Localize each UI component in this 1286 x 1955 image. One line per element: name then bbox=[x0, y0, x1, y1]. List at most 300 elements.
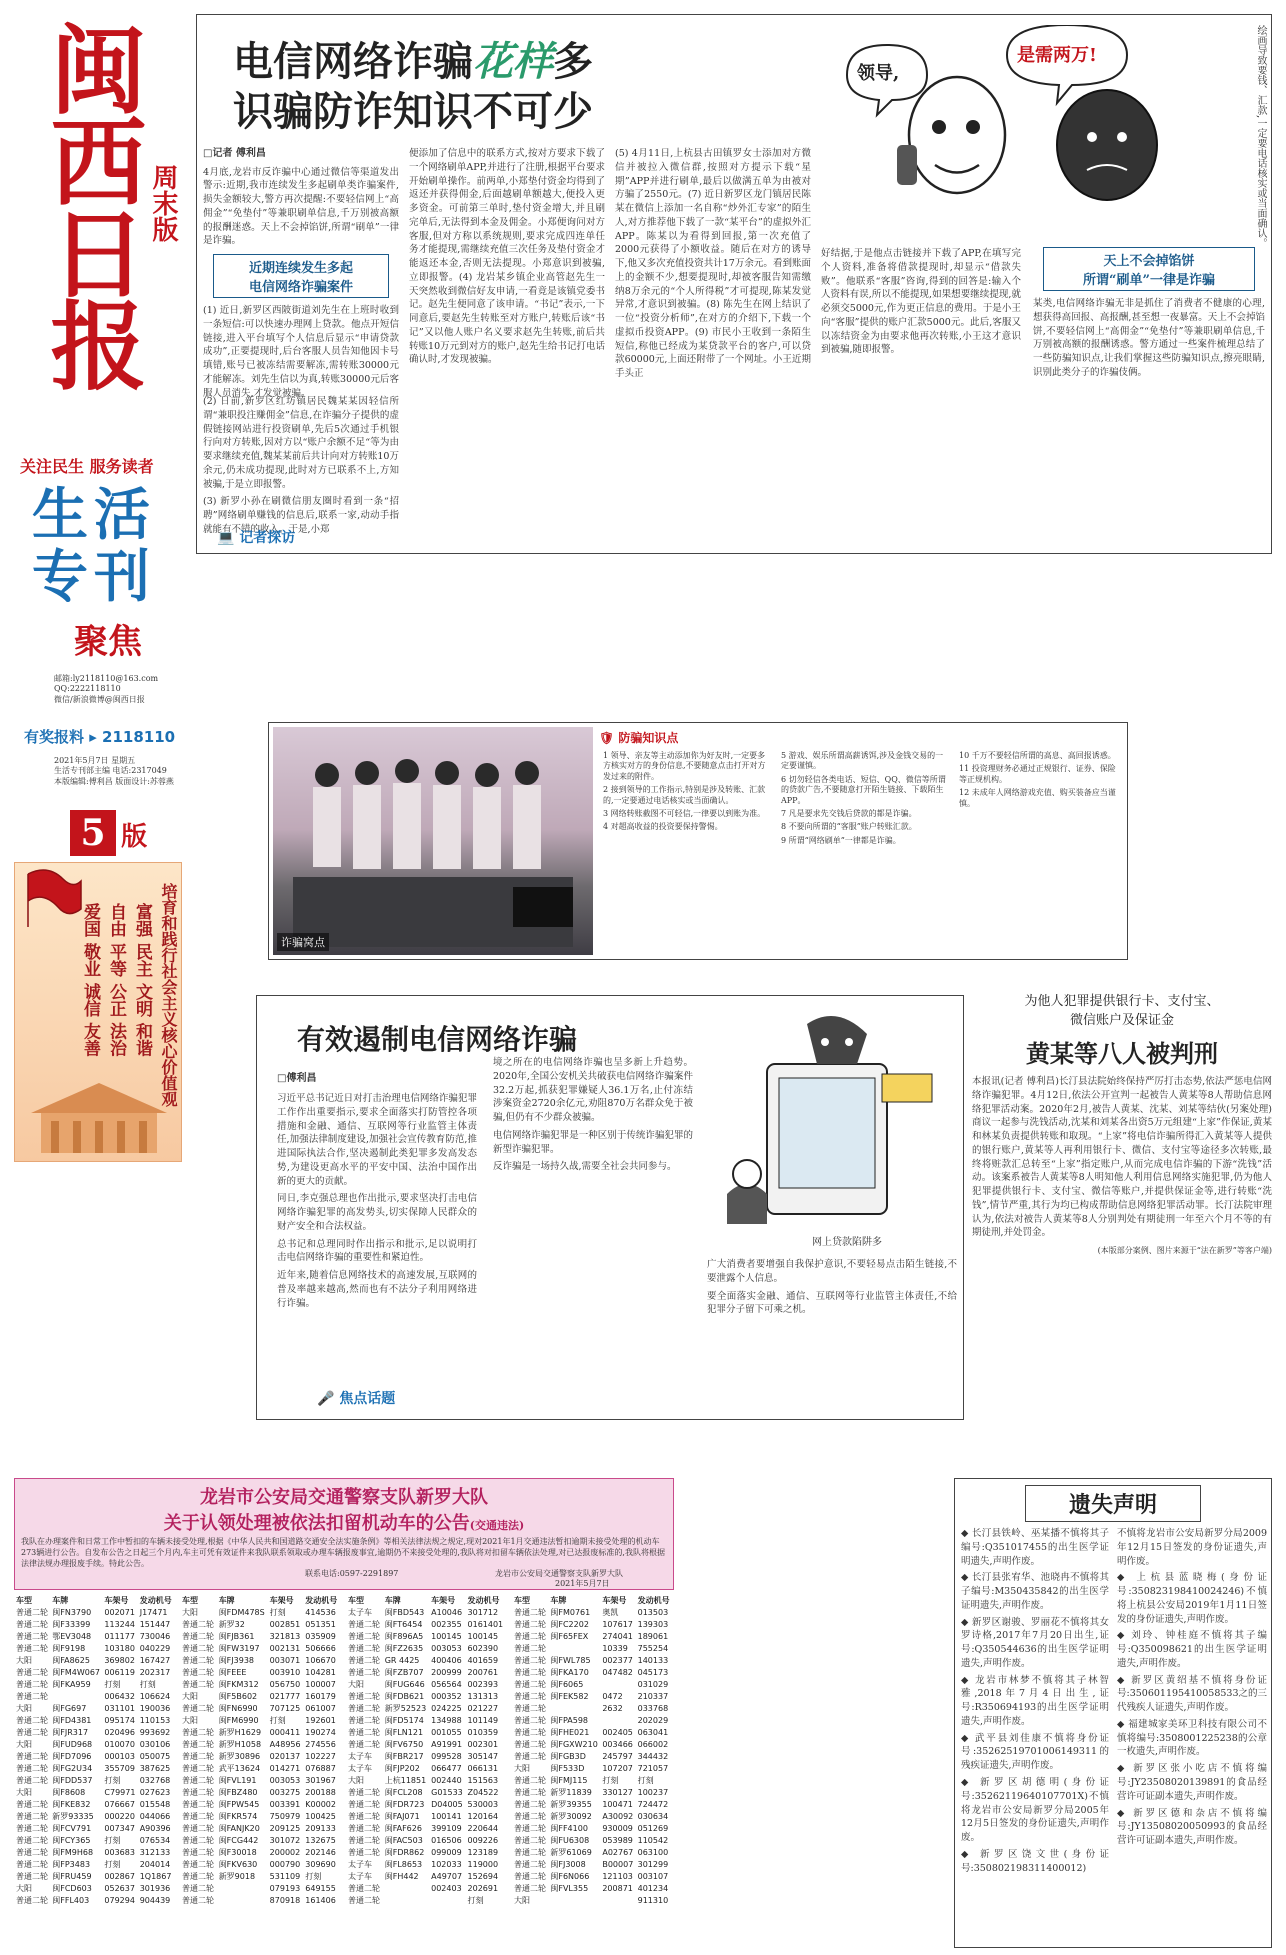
tip-item: 11 投资理财务必通过正规银行、证券、保险等正规机构。 bbox=[959, 764, 1116, 784]
table-cell: 151447 bbox=[139, 1619, 171, 1629]
notice-sign-date: 2021年5月7日 bbox=[555, 1579, 610, 1588]
table-cell: 闽FJP202 bbox=[384, 1763, 420, 1773]
table-row bbox=[512, 1822, 672, 1834]
table-cell: 打刻 bbox=[269, 1607, 286, 1617]
table-cell: 闽F8608 bbox=[52, 1787, 86, 1797]
vehicle-table-column-header: 发动机号 bbox=[637, 1595, 670, 1605]
table-cell: 027623 bbox=[139, 1787, 171, 1797]
lead-case-1: (1) 近日,新罗区西陂街道刘先生在上班时收到一条短信:可以快速办理网上贷款。他点开短信链接,进入平台填写个人信息后显示“申请贷款成功”,正要提现时,后台客服人员告知他因卡号填错,账号已被冻结需要解冻,需转账30000元才能解冻。刘先生信以为真,转账30000元后客服人员消失,才发觉被骗。 bbox=[203, 305, 399, 399]
table-row bbox=[14, 1618, 174, 1630]
verdict-kicker-1: 为他人犯罪提供银行卡、支付宝、 bbox=[1024, 994, 1220, 1009]
table-row bbox=[512, 1714, 672, 1726]
table-cell: 100471 bbox=[602, 1799, 633, 1809]
commentary-p3: 总书记和总理同时作出指示和批示,足以说明打击电信网络诈骗的重要性和紧迫性。 bbox=[277, 1238, 477, 1264]
table-cell: 245797 bbox=[602, 1751, 633, 1761]
cartoon-bubble-1: 领导, bbox=[857, 63, 900, 84]
table-cell: 普通二轮 bbox=[514, 1751, 546, 1761]
table-row bbox=[346, 1750, 506, 1762]
vehicle-table-column-header: 车型 bbox=[182, 1595, 198, 1605]
notice-signer: 龙岩市公安局交通警察支队新罗大队 bbox=[495, 1569, 623, 1578]
lead-box-2 bbox=[1043, 247, 1255, 291]
table-cell: 200871 bbox=[602, 1883, 633, 1893]
table-cell: 普通二轮 bbox=[514, 1823, 546, 1833]
table-cell: 021777 bbox=[269, 1691, 301, 1701]
table-row bbox=[14, 1894, 174, 1906]
table-cell: 066477 bbox=[431, 1763, 462, 1773]
vehicle-notice bbox=[14, 1478, 954, 1948]
table-cell: 闽FKR574 bbox=[218, 1811, 258, 1821]
table-cell: 530003 bbox=[467, 1799, 499, 1809]
table-cell: 050075 bbox=[139, 1751, 171, 1761]
table-cell: 普通二轮 bbox=[16, 1847, 48, 1857]
page-number bbox=[70, 810, 170, 856]
contact-social: 微信/新浪微博@闽西日报 bbox=[54, 694, 145, 704]
table-row bbox=[346, 1690, 506, 1702]
lost-notice-item: ◆ 福建城家美环卫科技有限公司不慎将编号:3508001225238的公章一枚遗失,声明作废。 bbox=[1117, 1718, 1267, 1758]
table-row bbox=[180, 1846, 340, 1858]
verdict-body: 本报讯(记者 傅利昌)长汀县法院始终保持严厉打击态势,依法严惩电信网络诈骗犯罪。4月12日,依法公开宣判一起被告人黄某等8人帮助信息网络犯罪活动案。2020年2月,被告人黄某、沈某、刘某等结伙(另案处理)商议一起参与洗钱活动,沈某和刘某各出资5万元组建“上家”作保证,黄某和林某负责提供转账和取现。“上家”将电信诈骗所得汇入黄某等人提供的银行账户,黄某等人再利用银行卡、微信、支付宝等途径多次转账,最终将赃款汇总转至“上家”指定账户,从而完成电信诈骗的下游“洗钱”活动。该案系被告人黄某等8人明知他人利用信息网络实施犯罪,仍为他人犯罪提供银行卡、支付宝、微信等账户,并提供保证金等,进行转账“洗钱”,情节严重,其行为均已构成帮助信息网络犯罪活动罪。长汀法院审理认为,依法对被告人黄某等8人分别判处有期徒刑一年至六个月不等的有期徒刑,并处罚金。 bbox=[972, 1076, 1272, 1239]
table-cell: 闽FANJK20 bbox=[218, 1823, 260, 1833]
table-cell bbox=[50, 1690, 102, 1702]
table-row bbox=[346, 1774, 506, 1786]
table-row bbox=[512, 1762, 672, 1774]
lead-headline bbox=[233, 37, 833, 137]
commentary-image bbox=[707, 1004, 957, 1254]
table-cell: 134988 bbox=[431, 1715, 462, 1725]
table-cell: 387625 bbox=[139, 1763, 171, 1773]
masthead-edition: 周末版 bbox=[148, 164, 178, 242]
table-cell: 102227 bbox=[305, 1751, 336, 1761]
table-cell: 301299 bbox=[637, 1859, 669, 1869]
table-row bbox=[346, 1666, 506, 1678]
notice-table-b bbox=[180, 1594, 340, 1906]
table-cell: 闽FCV791 bbox=[52, 1823, 92, 1833]
table-cell: 113244 bbox=[104, 1619, 135, 1629]
table-cell: 太子车 bbox=[348, 1763, 372, 1773]
table-cell: 大阳 bbox=[348, 1775, 364, 1785]
table-cell: 打刻 bbox=[104, 1775, 121, 1785]
table-cell: 202691 bbox=[467, 1883, 499, 1893]
table-cell: 079294 bbox=[104, 1895, 135, 1905]
table-row bbox=[14, 1726, 174, 1738]
table-row bbox=[346, 1762, 506, 1774]
table-row bbox=[180, 1726, 340, 1738]
table-cell: 305147 bbox=[467, 1751, 499, 1761]
photo-figures bbox=[273, 727, 593, 955]
table-cell: 闽F33399 bbox=[52, 1619, 91, 1629]
table-cell: 普通二轮 bbox=[16, 1775, 48, 1785]
tips-col-3 bbox=[959, 751, 1123, 809]
table-cell: 016506 bbox=[431, 1835, 462, 1845]
reporter-tag bbox=[217, 527, 337, 547]
table-cell: 普通二轮 bbox=[348, 1739, 380, 1749]
table-cell: 200761 bbox=[467, 1667, 499, 1677]
lost-notice-item: ◆ 新罗区谢骏、罗丽花不慎将其女罗诗格,2017年7月20日出生,证号:Q350544636的出生医学证明遗失,声明作废。 bbox=[961, 1616, 1109, 1669]
table-row bbox=[512, 1618, 672, 1630]
table-row bbox=[512, 1810, 672, 1822]
table-cell: 002393 bbox=[467, 1679, 499, 1689]
table-cell: 210337 bbox=[637, 1691, 669, 1701]
table-cell: 闽FAF626 bbox=[384, 1823, 422, 1833]
section-title: 生活专刊 bbox=[32, 482, 156, 610]
vehicle-table-column-header: 车牌 bbox=[218, 1595, 235, 1605]
table-cell: 闽FN6990 bbox=[218, 1703, 258, 1713]
lost-notice-item: ◆ 长汀县张宥华、池晓冉不慎将其子编号:M350435842的出生医学证明遗失,声明作废。 bbox=[961, 1572, 1109, 1611]
table-cell: 闽FC2202 bbox=[550, 1619, 589, 1629]
table-cell: 普通二轮 bbox=[182, 1883, 214, 1893]
table-row bbox=[512, 1642, 672, 1654]
table-cell: 121103 bbox=[602, 1871, 633, 1881]
lead-box-1 bbox=[213, 254, 389, 298]
table-cell: 闽FCL208 bbox=[384, 1787, 423, 1797]
table-cell: 普通二轮 bbox=[182, 1739, 214, 1749]
vehicle-table-column-header: 发动机号 bbox=[305, 1595, 338, 1605]
table-cell: 闽FD5174 bbox=[384, 1715, 424, 1725]
reporter-tag-label: 记者探访 bbox=[239, 530, 296, 546]
commentary-p4: 近年来,随着信息网络技术的高速发展,互联网的普及率越来越高,然而也有不法分子利用网络进行诈骗。 bbox=[277, 1270, 477, 1309]
table-row bbox=[180, 1882, 340, 1894]
lead-headline-1c: 多 bbox=[553, 38, 593, 85]
table-cell: 新罗9018 bbox=[218, 1871, 256, 1881]
commentary bbox=[256, 995, 964, 1420]
table-cell: 普通二轮 bbox=[348, 1883, 380, 1893]
table-cell: 161406 bbox=[305, 1895, 336, 1905]
lead-case-3: (3) 新罗小孙在刷微信朋友圈时看到一条“招聘”网络刷单赚钱的信息后,联系一家,动动手指就能有不错的收入。于是,小郑 bbox=[203, 496, 399, 535]
commentary-p5: 境之所在的电信网络诈骗也呈多新上升趋势。2020年,全国公安机关共破获电信网络诈骗案件32.2万起,抓获犯罪嫌疑人36.1万名,止付冻结涉案资金2720余亿元,劝阻870万名群众免于被骗,但仍有不少群众被骗。 bbox=[493, 1057, 693, 1124]
table-cell: 011177 bbox=[104, 1631, 135, 1641]
lost-notice-item: ◆ 刘玲、钟桂庭不慎将其子编号:Q350098621的出生医学证明遗失,声明作废。 bbox=[1117, 1630, 1267, 1669]
table-cell: 打刻 bbox=[269, 1715, 286, 1725]
lead-story bbox=[196, 14, 1272, 554]
table-cell bbox=[600, 1678, 635, 1690]
table-row bbox=[14, 1810, 174, 1822]
table-cell: GR 4425 bbox=[384, 1655, 420, 1665]
table-row bbox=[512, 1666, 672, 1678]
vehicle-table bbox=[180, 1594, 340, 1906]
section-name: 聚焦 bbox=[74, 622, 142, 662]
table-row bbox=[14, 1654, 174, 1666]
table-cell: 闽FJ3008 bbox=[550, 1859, 586, 1869]
vehicle-table-column-header: 车型 bbox=[348, 1595, 364, 1605]
table-cell: 044066 bbox=[139, 1811, 171, 1821]
table-cell: 打刻 bbox=[602, 1775, 619, 1785]
table-row bbox=[346, 1738, 506, 1750]
vehicle-table-column-header: 车架号 bbox=[269, 1595, 294, 1605]
table-cell: 100007 bbox=[305, 1679, 336, 1689]
tip-item: 2 接到领导的工作指示,特别是涉及转账、汇款的,一定要通过电话核实或当面确认。 bbox=[603, 785, 766, 805]
table-cell: 闽FVL355 bbox=[550, 1883, 589, 1893]
table-cell: 普通二轮 bbox=[16, 1871, 48, 1881]
table-cell: 普通二轮 bbox=[182, 1775, 214, 1785]
table-cell: 闽FDR862 bbox=[384, 1847, 425, 1857]
table-cell bbox=[217, 1894, 268, 1906]
table-cell: 普通二轮 bbox=[514, 1619, 546, 1629]
table-row bbox=[14, 1834, 174, 1846]
values-title: 培育和践行社会主义核心价值观 bbox=[159, 883, 178, 1107]
table-cell: 301936 bbox=[139, 1883, 171, 1893]
photo-caption: 诈骗窝点 bbox=[277, 933, 329, 951]
table-cell: 打刻 bbox=[104, 1859, 121, 1869]
table-cell: 打刻 bbox=[467, 1895, 484, 1905]
table-row bbox=[180, 1810, 340, 1822]
vehicle-table bbox=[512, 1594, 672, 1906]
table-cell: 107617 bbox=[602, 1619, 633, 1629]
table-cell: 大阳 bbox=[16, 1787, 32, 1797]
table-cell: 普通二轮 bbox=[182, 1823, 214, 1833]
table-cell: 000352 bbox=[431, 1691, 462, 1701]
table-row bbox=[512, 1606, 672, 1618]
reporter-tag-icon: 💻 bbox=[217, 530, 235, 546]
table-row bbox=[512, 1798, 672, 1810]
table-cell: 闽FBD543 bbox=[384, 1607, 425, 1617]
table-cell: 闽FEEE bbox=[218, 1667, 247, 1677]
table-cell: 750979 bbox=[269, 1811, 301, 1821]
table-row bbox=[346, 1870, 506, 1882]
table-cell: 奥凯 bbox=[602, 1607, 619, 1617]
table-cell: 066131 bbox=[467, 1763, 499, 1773]
lost-notice-item: ◆ 新罗区饶文世(身份证号:350802198311400012) bbox=[961, 1848, 1109, 1874]
table-cell: 063041 bbox=[637, 1727, 669, 1737]
tips-section bbox=[268, 722, 1128, 960]
table-row bbox=[512, 1678, 672, 1690]
table-cell: 普通二轮 bbox=[16, 1823, 48, 1833]
table-row bbox=[346, 1726, 506, 1738]
commentary-illustration bbox=[707, 1004, 957, 1234]
table-cell: 普通二轮 bbox=[348, 1691, 380, 1701]
lost-notice-item: ◆ 长汀县铁岭、巫某播不慎将其子编号:Q351017455的出生医学证明遗失,声明作废。 bbox=[961, 1528, 1109, 1567]
table-cell: 045173 bbox=[637, 1667, 669, 1677]
notice-title-2-wrap bbox=[15, 1509, 673, 1535]
table-cell: 普通二轮 bbox=[514, 1799, 546, 1809]
table-cell: 闽FCY365 bbox=[52, 1835, 91, 1845]
table-cell: 普通二轮 bbox=[182, 1895, 214, 1905]
table-cell: 099009 bbox=[431, 1847, 462, 1857]
lead-col-4-text: 好结据,于是他点击链接并下载了APP,在填写完个人资料,准备将借款提现时,却显示“借款失败”。他联系“客服”咨询,得到的回答是:输入个人资料有误,所以不能提现,如果想要继续提现,就必须交5000元,作为更正信息的费用。于是小王向“客服”提供的账户汇款5000元。此后,客服又以冻结资金为由要求他再次转账,小王这才意识到被骗,随即报警。 bbox=[821, 248, 1021, 356]
contact-qq: QQ:2222118110 bbox=[54, 684, 121, 694]
notice-table-a bbox=[14, 1594, 174, 1906]
table-cell: 003391 bbox=[269, 1799, 301, 1809]
lost-col-1 bbox=[961, 1527, 1109, 1878]
table-cell: 闽FAC503 bbox=[384, 1835, 423, 1845]
table-cell: 344432 bbox=[637, 1751, 669, 1761]
table-row bbox=[14, 1774, 174, 1786]
table-cell: 闽FUG646 bbox=[384, 1679, 425, 1689]
notice-title-2-suffix: (交通违法) bbox=[469, 1519, 525, 1532]
table-cell: 192601 bbox=[305, 1715, 336, 1725]
table-row bbox=[346, 1714, 506, 1726]
table-row bbox=[14, 1750, 174, 1762]
table-cell: 普通二轮 bbox=[16, 1631, 48, 1641]
tip-item: 4 对超高收益的投资要保持警惕。 bbox=[603, 822, 723, 832]
table-cell: 闽FRU459 bbox=[52, 1871, 92, 1881]
table-cell: 330127 bbox=[602, 1787, 633, 1797]
table-cell: 003053 bbox=[269, 1775, 301, 1785]
table-cell: 闽FG2U34 bbox=[52, 1763, 93, 1773]
table-cell: 普通二轮 bbox=[16, 1859, 48, 1869]
table-cell: 闽FF4100 bbox=[550, 1823, 588, 1833]
table-row bbox=[14, 1738, 174, 1750]
lead-box-1-title-1: 近期连续发生多起 bbox=[248, 261, 353, 277]
table-cell: 076887 bbox=[305, 1763, 336, 1773]
table-cell: A49707 bbox=[431, 1871, 463, 1881]
table-cell: 普通二轮 bbox=[348, 1811, 380, 1821]
table-cell: 2632 bbox=[602, 1703, 623, 1713]
table-cell: 602390 bbox=[467, 1643, 499, 1653]
lost-notice-item: ◆ 新罗区德和杂店不慎将编号:JY13508020050993的食品经营许可证副本遗失,声明作废。 bbox=[1117, 1807, 1267, 1847]
table-row bbox=[180, 1690, 340, 1702]
table-cell: 普通二轮 bbox=[182, 1799, 214, 1809]
table-cell: 闽FG697 bbox=[52, 1703, 87, 1713]
vehicle-table-column-header: 车牌 bbox=[550, 1595, 567, 1605]
table-cell: 大阳 bbox=[16, 1703, 32, 1713]
table-cell: J17471 bbox=[139, 1607, 168, 1617]
table-cell: 普通二轮 bbox=[16, 1715, 48, 1725]
table-cell: 打刻 bbox=[139, 1679, 156, 1689]
table-row bbox=[180, 1654, 340, 1666]
table-cell: 闽FUD968 bbox=[52, 1739, 93, 1749]
table-cell: A30092 bbox=[602, 1811, 634, 1821]
table-cell: 030634 bbox=[637, 1811, 669, 1821]
verdict-headline: 黄某等八人被判刑 bbox=[1026, 1039, 1218, 1068]
table-cell: 闽FKA170 bbox=[550, 1667, 589, 1677]
commentary-p7: 反诈骗是一场持久战,需要全社会共同参与。 bbox=[493, 1161, 677, 1173]
contact-email: 邮箱:ly2118110@163.com bbox=[54, 674, 159, 683]
table-cell: 140133 bbox=[637, 1655, 669, 1665]
table-cell: 301072 bbox=[269, 1835, 301, 1845]
table-cell: 400406 bbox=[431, 1655, 462, 1665]
contact-block bbox=[54, 674, 194, 705]
table-cell: 506666 bbox=[305, 1643, 336, 1653]
table-cell: 闽FHE021 bbox=[550, 1727, 590, 1737]
table-cell: 104281 bbox=[305, 1667, 336, 1677]
lead-headline-1b: 花样 bbox=[473, 38, 553, 85]
table-cell: 102033 bbox=[431, 1859, 462, 1869]
table-cell: 新罗H1058 bbox=[218, 1739, 262, 1749]
table-cell: 普通二轮 bbox=[348, 1703, 380, 1713]
table-cell: 110153 bbox=[139, 1715, 171, 1725]
issue-staff: 本版编辑:傅利昌 版面设计:苏蓉燕 bbox=[54, 776, 174, 786]
table-row bbox=[180, 1798, 340, 1810]
table-cell: K00002 bbox=[305, 1799, 336, 1809]
table-cell: 721057 bbox=[637, 1763, 669, 1773]
table-cell: 普通二轮 bbox=[514, 1871, 546, 1881]
table-cell: 闽FJB361 bbox=[218, 1631, 255, 1641]
table-cell: 151563 bbox=[467, 1775, 499, 1785]
lead-cartoon bbox=[817, 25, 1217, 225]
table-cell: 301967 bbox=[305, 1775, 336, 1785]
table-row bbox=[14, 1630, 174, 1642]
table-cell: 新罗30896 bbox=[218, 1751, 261, 1761]
table-cell: 200188 bbox=[305, 1787, 336, 1797]
values-building-icon bbox=[21, 1073, 177, 1153]
hotline bbox=[24, 726, 194, 747]
table-cell: 打刻 bbox=[104, 1679, 121, 1689]
table-cell: 131313 bbox=[467, 1691, 499, 1701]
table-cell: 闽FGB3D bbox=[550, 1751, 586, 1761]
table-cell: 闽FBR217 bbox=[384, 1751, 424, 1761]
table-row bbox=[512, 1726, 672, 1738]
table-cell: 009226 bbox=[467, 1835, 499, 1845]
table-cell: 普通二轮 bbox=[16, 1763, 48, 1773]
table-cell: 309690 bbox=[305, 1859, 336, 1869]
vehicle-table-column-header: 发动机号 bbox=[467, 1595, 500, 1605]
table-cell: 新罗30092 bbox=[550, 1811, 592, 1821]
table-cell: 707125 bbox=[269, 1703, 301, 1713]
lead-case-2: (2) 日前,新罗区红坊镇居民魏某某因轻信所谓“兼职投注赚佣金”信息,在诈骗分子提供的虚假链接网站进行投资刷单,先后5次通过手机银行向对方转账,因对方以“账户余额不足“等为由要求继续充值,魏某某前后共计向对方转账10万余元,仍未成功提现,此时对方已联系不上,方知被骗,于是立即报警。 bbox=[203, 396, 399, 490]
values-line-2: 自由 平等 公正 法治 bbox=[106, 903, 126, 1057]
table-row bbox=[346, 1630, 506, 1642]
table-cell: 闽F6N066 bbox=[550, 1871, 590, 1881]
table-cell: 闽FP3483 bbox=[52, 1859, 91, 1869]
table-cell: 大阳 bbox=[16, 1655, 32, 1665]
table-cell: A48956 bbox=[269, 1739, 301, 1749]
table-cell: 闽F30018 bbox=[218, 1847, 257, 1857]
table-row bbox=[14, 1702, 174, 1714]
vehicle-table-column-header: 车型 bbox=[514, 1595, 530, 1605]
table-cell: 闽F65FEX bbox=[550, 1631, 589, 1641]
table-cell: 870918 bbox=[269, 1895, 301, 1905]
commentary-tag bbox=[317, 1388, 457, 1408]
table-row bbox=[346, 1642, 506, 1654]
lead-col-2-text: 便添加了信息中的联系方式,按对方要求下载了一个网络刷单APP,并进行了注册,根据平台要求开始刷单操作。前两单,小郑垫付资金均得到了返还并获得佣金,后面越刷单额越大,便投入更多资金。可前第三单时,垫付资金增大,并且刷完单后,无法得到本金及佣金。小郑便询问对方客服,但对方称以系统规则,要求完成四连单任务才能提现,需继续充值三次任务及垫付资金才能返还本金,否则无法提现。小郑意识到被骗,立即报警。(4) 龙岩某乡镇企业高管赵先生一天突然收到微信好友申请,一看竟是该镇党委书记。赵先生便同意了该申请。“书记”表示,一下同意后,要赵先生转账至对方账户,转账后该“书记”又以他人账户名义要求赵先生转账,前后共转账10万元到对方的账户,赵先生给书记打电话确认时,才发现被骗。 bbox=[409, 148, 605, 366]
table-cell: 闽FM4W067 bbox=[52, 1667, 101, 1677]
table-cell: 普通二轮 bbox=[182, 1619, 214, 1629]
vehicle-table bbox=[14, 1594, 174, 1906]
notice-table-d bbox=[512, 1594, 672, 1906]
table-cell: 闽FDR723 bbox=[384, 1799, 425, 1809]
table-cell: 167427 bbox=[139, 1655, 171, 1665]
lost-notice-item: ◆ 武平县刘佳康不慎将身份证号:35262519701006149311的残疾证遗失,声明作废。 bbox=[961, 1732, 1109, 1772]
lost-notice-item: ◆ 龙岩市林梦不慎将其子林智雅,2018年7月4日出生,证号:R350694193的出生医学证明遗失,声明作废。 bbox=[961, 1674, 1109, 1727]
table-row bbox=[180, 1666, 340, 1678]
table-row bbox=[14, 1678, 174, 1690]
table-cell bbox=[548, 1702, 600, 1714]
notice-contact: 联系电话:0597-2291897 bbox=[305, 1569, 399, 1578]
lead-col-2 bbox=[409, 147, 605, 367]
table-cell: 002440 bbox=[431, 1775, 462, 1785]
table-cell: 普通二轮 bbox=[348, 1667, 380, 1677]
issue-date: 2021年5月7日 星期五 bbox=[54, 756, 136, 765]
table-cell: 大阳 bbox=[182, 1715, 198, 1725]
table-cell: 101149 bbox=[467, 1715, 499, 1725]
table-cell: 普通二轮 bbox=[16, 1895, 48, 1905]
table-cell: 闽FMJ115 bbox=[550, 1775, 588, 1785]
table-cell: 066002 bbox=[637, 1739, 669, 1749]
cartoon-bubble-2: 是需两万! bbox=[1017, 45, 1097, 66]
table-cell bbox=[548, 1642, 600, 1654]
lost-notice-item: ◆ 新罗区张小吃店不慎将编号:JY23508020139891的食品经营许可证副本遗失,声明作废。 bbox=[1117, 1763, 1267, 1802]
table-cell: 闽FM9H68 bbox=[52, 1847, 94, 1857]
table-row bbox=[14, 1798, 174, 1810]
lead-col-5 bbox=[1033, 247, 1265, 380]
table-cell: 普通二轮 bbox=[182, 1727, 214, 1737]
table-cell: 普通二轮 bbox=[182, 1811, 214, 1821]
table-cell: 031029 bbox=[637, 1679, 669, 1689]
table-cell: 普通二轮 bbox=[16, 1751, 48, 1761]
table-cell: 321813 bbox=[269, 1631, 301, 1641]
tip-item: 12 未成年人网络游戏充值、购买装备应当谨慎。 bbox=[959, 788, 1116, 808]
table-cell: 普通二轮 bbox=[348, 1655, 380, 1665]
lead-col-4 bbox=[821, 247, 1021, 357]
table-cell: 闽F896A5 bbox=[384, 1631, 424, 1641]
vehicle-table-column-header: 车牌 bbox=[384, 1595, 401, 1605]
table-cell: 普通二轮 bbox=[16, 1643, 48, 1653]
table-cell: 普通二轮 bbox=[182, 1703, 214, 1713]
table-cell: 020496 bbox=[104, 1727, 135, 1737]
table-row bbox=[180, 1630, 340, 1642]
table-cell: 007347 bbox=[104, 1823, 135, 1833]
table-row bbox=[14, 1606, 174, 1618]
